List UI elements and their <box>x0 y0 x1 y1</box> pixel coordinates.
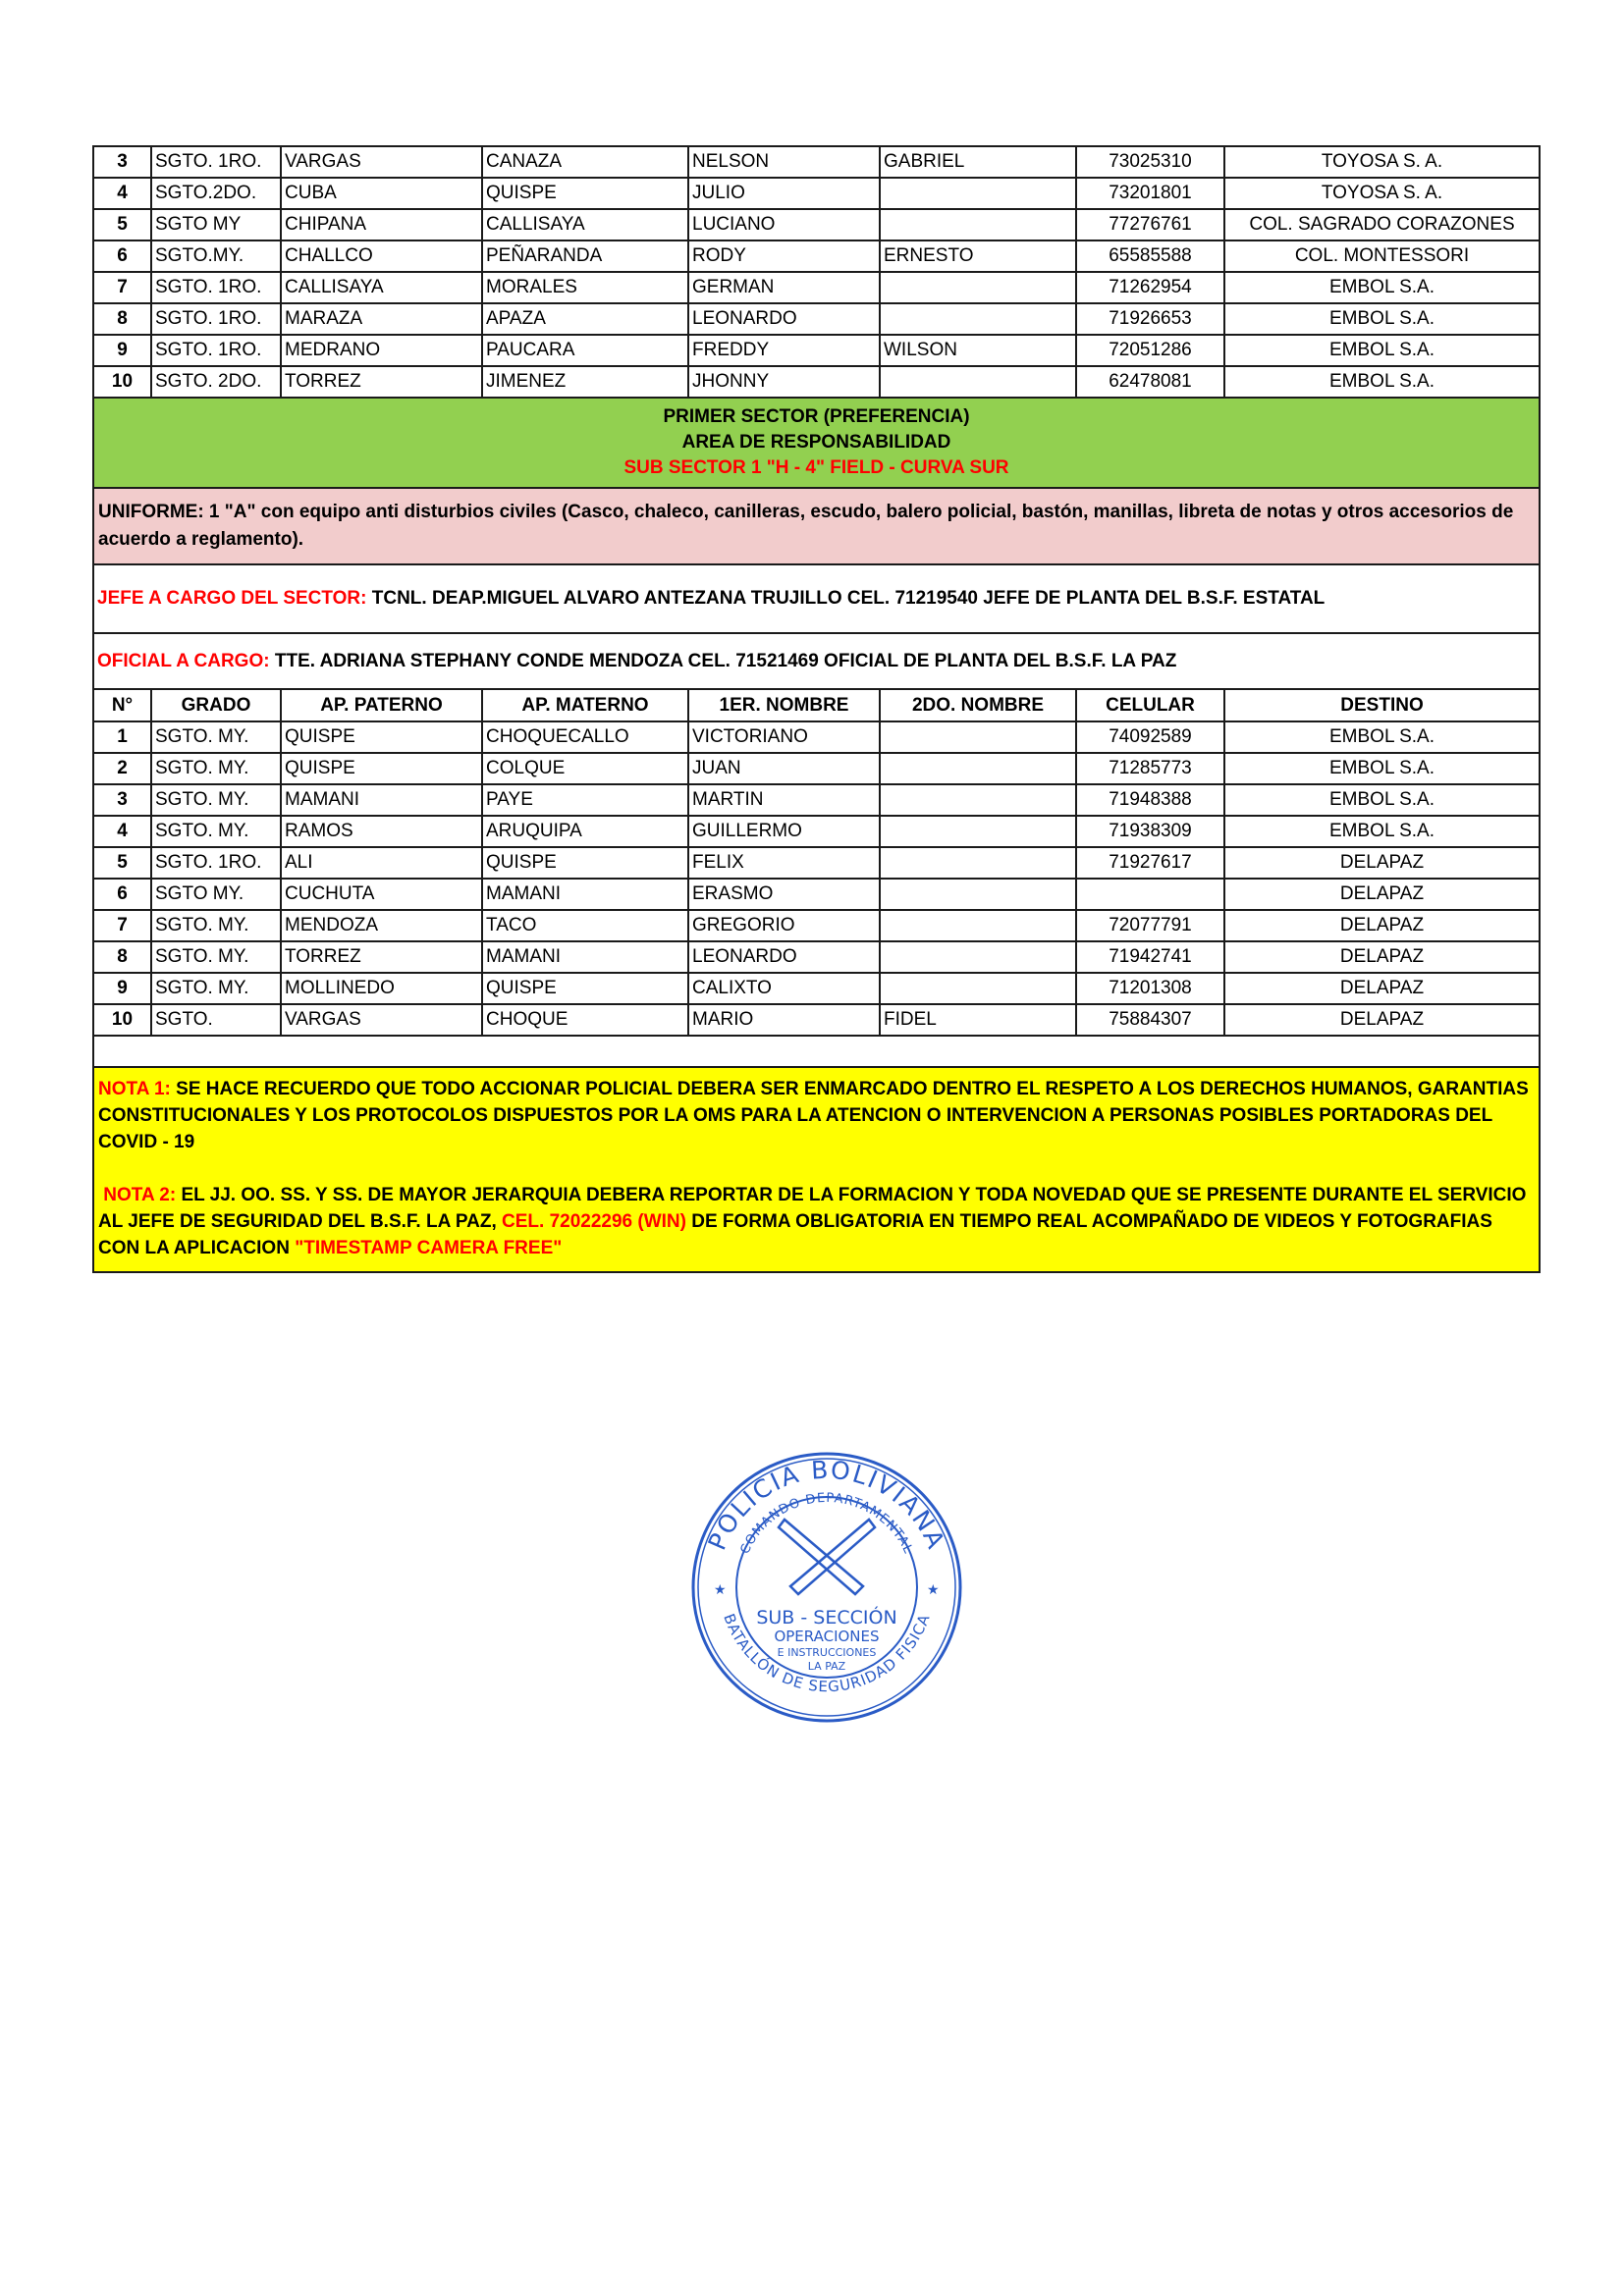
phone-cell: 71938309 <box>1076 816 1224 847</box>
nota-1 <box>98 1076 1535 1155</box>
maternal-surname-cell: QUISPE <box>482 847 688 879</box>
maternal-surname-cell: MAMANI <box>482 879 688 910</box>
grade-cell: SGTO. MY. <box>151 784 281 816</box>
header-row <box>93 689 1540 721</box>
grade-cell: SGTO. MY. <box>151 721 281 753</box>
seal-center-line-2: OPERACIONES <box>774 1628 880 1645</box>
destination-cell: DELAPAZ <box>1224 847 1540 879</box>
table-row <box>93 335 1540 366</box>
second-name-cell <box>880 366 1076 398</box>
first-name-cell: GUILLERMO <box>688 816 880 847</box>
phone-cell: 71201308 <box>1076 973 1224 1004</box>
destination-cell: COL. MONTESSORI <box>1224 240 1540 272</box>
row-number: 1 <box>93 721 151 753</box>
chief-row <box>93 564 1540 633</box>
row-number: 10 <box>93 1004 151 1036</box>
second-name-cell <box>880 753 1076 784</box>
row-number: 2 <box>93 753 151 784</box>
grade-cell: SGTO. MY. <box>151 973 281 1004</box>
row-number: 4 <box>93 178 151 209</box>
grade-cell: SGTO MY. <box>151 879 281 910</box>
table-row <box>93 973 1540 1004</box>
police-seal-stamp <box>690 1451 963 1724</box>
sector-title: PRIMER SECTOR (PREFERENCIA) <box>663 406 970 427</box>
star-icon: ★ <box>927 1582 940 1598</box>
paternal-surname-cell: TORREZ <box>281 941 482 973</box>
grade-cell: SGTO MY <box>151 209 281 240</box>
sector-banner-row <box>93 398 1540 488</box>
grade-cell: SGTO. 1RO. <box>151 146 281 178</box>
header-nombre1: 1ER. NOMBRE <box>688 689 880 721</box>
row-number: 3 <box>93 146 151 178</box>
row-number: 4 <box>93 816 151 847</box>
phone-cell: 71262954 <box>1076 272 1224 303</box>
row-number: 8 <box>93 303 151 335</box>
sector-banner <box>93 398 1540 488</box>
officer-in-charge <box>93 633 1540 689</box>
header-n: N° <box>93 689 151 721</box>
sector-area: AREA DE RESPONSABILIDAD <box>681 432 951 453</box>
table-row <box>93 240 1540 272</box>
row-number: 7 <box>93 272 151 303</box>
blank-cell <box>93 1036 1540 1067</box>
destination-cell: COL. SAGRADO CORAZONES <box>1224 209 1540 240</box>
paternal-surname-cell: VARGAS <box>281 146 482 178</box>
grade-cell: SGTO. 2DO. <box>151 366 281 398</box>
first-name-cell: JHONNY <box>688 366 880 398</box>
phone-cell: 71927617 <box>1076 847 1224 879</box>
phone-cell: 77276761 <box>1076 209 1224 240</box>
destination-cell: DELAPAZ <box>1224 910 1540 941</box>
destination-cell: TOYOSA S. A. <box>1224 146 1540 178</box>
nota-2-text-a: EL JJ. OO. SS. Y SS. DE MAYOR JERARQUIA DEBERA REPORTAR DE LA FORMACION Y TODA NOVEDAD QUE SE PRESENTE DURANTE EL SERVICIO AL JEFE DE SEGURIDAD DEL B.S.F. LA PAZ, <box>98 1185 1527 1232</box>
nota-2-text-b: DE FORMA OBLIGATORIA EN TIEMPO REAL ACOMPAÑADO DE VIDEOS Y FOTOGRAFIAS CON LA APLICACION <box>98 1211 1492 1258</box>
grade-cell: SGTO.MY. <box>151 240 281 272</box>
notes-row <box>93 1067 1540 1272</box>
phone-cell: 75884307 <box>1076 1004 1224 1036</box>
destination-cell: DELAPAZ <box>1224 941 1540 973</box>
first-name-cell: VICTORIANO <box>688 721 880 753</box>
seal-bottom-text: BATALLÓN DE SEGURIDAD FISICA <box>720 1611 934 1696</box>
row-number: 9 <box>93 973 151 1004</box>
second-name-cell <box>880 303 1076 335</box>
first-group-rows <box>93 146 1540 398</box>
second-name-cell <box>880 272 1076 303</box>
maternal-surname-cell: QUISPE <box>482 178 688 209</box>
grade-cell: SGTO. 1RO. <box>151 847 281 879</box>
grade-cell: SGTO. 1RO. <box>151 335 281 366</box>
second-name-cell <box>880 847 1076 879</box>
uniform-label: UNIFORME: <box>98 502 204 522</box>
officer-text: TTE. ADRIANA STEPHANY CONDE MENDOZA CEL. 71521469 OFICIAL DE PLANTA DEL B.S.F. LA PAZ <box>269 650 1177 671</box>
roster-table <box>92 145 1541 1273</box>
first-name-cell: FELIX <box>688 847 880 879</box>
destination-cell: EMBOL S.A. <box>1224 366 1540 398</box>
seal-center-line-1: SUB - SECCIÓN <box>756 1607 897 1629</box>
first-name-cell: MARTIN <box>688 784 880 816</box>
phone-cell <box>1076 879 1224 910</box>
first-name-cell: JUAN <box>688 753 880 784</box>
destination-cell: EMBOL S.A. <box>1224 753 1540 784</box>
header-celular: CELULAR <box>1076 689 1224 721</box>
table-row <box>93 910 1540 941</box>
table-row <box>93 879 1540 910</box>
second-name-cell: GABRIEL <box>880 146 1076 178</box>
second-name-cell <box>880 721 1076 753</box>
header-grado: GRADO <box>151 689 281 721</box>
table-row <box>93 816 1540 847</box>
uniform-text: 1 "A" con equipo anti disturbios civiles (Casco, chaleco, canilleras, escudo, balero policial, bastón, manillas, libreta de notas y otros accesorios de acuerdo a reglamento). <box>98 502 1514 550</box>
row-number: 5 <box>93 209 151 240</box>
second-name-cell: FIDEL <box>880 1004 1076 1036</box>
sub-sector: SUB SECTOR 1 "H - 4" FIELD - CURVA SUR <box>623 457 1009 478</box>
maternal-surname-cell: PEÑARANDA <box>482 240 688 272</box>
phone-cell: 71948388 <box>1076 784 1224 816</box>
paternal-surname-cell: QUISPE <box>281 721 482 753</box>
second-name-cell <box>880 178 1076 209</box>
paternal-surname-cell: VARGAS <box>281 1004 482 1036</box>
nota-2-app: "TIMESTAMP CAMERA FREE" <box>295 1238 563 1258</box>
header-nombre2: 2DO. NOMBRE <box>880 689 1076 721</box>
chief-text: TCNL. DEAP.MIGUEL ALVARO ANTEZANA TRUJILLO CEL. 71219540 JEFE DE PLANTA DEL B.S.F. ESTATAL <box>366 588 1326 609</box>
table-row <box>93 1004 1540 1036</box>
paternal-surname-cell: MARAZA <box>281 303 482 335</box>
maternal-surname-cell: CHOQUECALLO <box>482 721 688 753</box>
nota-2-label: NOTA 2: <box>103 1185 177 1205</box>
maternal-surname-cell: JIMENEZ <box>482 366 688 398</box>
table-row <box>93 178 1540 209</box>
table-row <box>93 847 1540 879</box>
grade-cell: SGTO.2DO. <box>151 178 281 209</box>
first-name-cell: CALIXTO <box>688 973 880 1004</box>
first-name-cell: NELSON <box>688 146 880 178</box>
phone-cell: 74092589 <box>1076 721 1224 753</box>
nota-2-phone: CEL. 72022296 (WIN) <box>502 1211 686 1232</box>
seal-outer-top-text: POLICIA BOLIVIANA <box>702 1455 951 1555</box>
destination-cell: EMBOL S.A. <box>1224 784 1540 816</box>
paternal-surname-cell: ALI <box>281 847 482 879</box>
grade-cell: SGTO. MY. <box>151 941 281 973</box>
paternal-surname-cell: MEDRANO <box>281 335 482 366</box>
phone-cell: 62478081 <box>1076 366 1224 398</box>
second-name-cell: WILSON <box>880 335 1076 366</box>
paternal-surname-cell: QUISPE <box>281 753 482 784</box>
seal-inner-top-text: COMANDO DEPARTAMENTAL <box>737 1490 916 1557</box>
maternal-surname-cell: MORALES <box>482 272 688 303</box>
paternal-surname-cell: CUBA <box>281 178 482 209</box>
table-row <box>93 753 1540 784</box>
first-name-cell: GREGORIO <box>688 910 880 941</box>
second-group-rows <box>93 721 1540 1036</box>
destination-cell: DELAPAZ <box>1224 1004 1540 1036</box>
star-icon: ★ <box>714 1582 727 1598</box>
destination-cell: EMBOL S.A. <box>1224 335 1540 366</box>
phone-cell: 72051286 <box>1076 335 1224 366</box>
row-number: 10 <box>93 366 151 398</box>
uniform-row <box>93 488 1540 564</box>
destination-cell: EMBOL S.A. <box>1224 303 1540 335</box>
notes-box <box>93 1067 1540 1272</box>
first-name-cell: JULIO <box>688 178 880 209</box>
maternal-surname-cell: CANAZA <box>482 146 688 178</box>
grade-cell: SGTO. <box>151 1004 281 1036</box>
first-name-cell: FREDDY <box>688 335 880 366</box>
second-name-cell <box>880 784 1076 816</box>
paternal-surname-cell: CUCHUTA <box>281 879 482 910</box>
paternal-surname-cell: TORREZ <box>281 366 482 398</box>
maternal-surname-cell: APAZA <box>482 303 688 335</box>
destination-cell: EMBOL S.A. <box>1224 816 1540 847</box>
phone-cell: 71926653 <box>1076 303 1224 335</box>
phone-cell: 73025310 <box>1076 146 1224 178</box>
first-name-cell: MARIO <box>688 1004 880 1036</box>
second-name-cell <box>880 816 1076 847</box>
header-destino: DESTINO <box>1224 689 1540 721</box>
chief-label: JEFE A CARGO DEL SECTOR: <box>97 588 367 609</box>
grade-cell: SGTO. MY. <box>151 910 281 941</box>
maternal-surname-cell: QUISPE <box>482 973 688 1004</box>
second-name-cell: ERNESTO <box>880 240 1076 272</box>
row-number: 9 <box>93 335 151 366</box>
row-number: 7 <box>93 910 151 941</box>
nota-1-text: SE HACE RECUERDO QUE TODO ACCIONAR POLICIAL DEBERA SER ENMARCADO DENTRO EL RESPETO A LOS DERECHOS HUMANOS, GARANTIAS CONSTITUCIONALES Y LOS PROTOCOLOS DISPUESTOS POR LA OMS PARA LA ATENCION O INTERVENCION A PERSONAS POSIBLES PORTADORAS DEL COVID - 19 <box>98 1079 1529 1152</box>
grade-cell: SGTO. 1RO. <box>151 272 281 303</box>
uniform-note <box>93 488 1540 564</box>
destination-cell: DELAPAZ <box>1224 973 1540 1004</box>
grade-cell: SGTO. 1RO. <box>151 303 281 335</box>
first-name-cell: GERMAN <box>688 272 880 303</box>
header-materno: AP. MATERNO <box>482 689 688 721</box>
first-name-cell: LEONARDO <box>688 941 880 973</box>
blank-row <box>93 1036 1540 1067</box>
destination-cell: EMBOL S.A. <box>1224 272 1540 303</box>
table-row <box>93 303 1540 335</box>
paternal-surname-cell: RAMOS <box>281 816 482 847</box>
duty-roster-sheet <box>92 145 1539 1273</box>
first-name-cell: LUCIANO <box>688 209 880 240</box>
phone-cell: 72077791 <box>1076 910 1224 941</box>
maternal-surname-cell: PAYE <box>482 784 688 816</box>
officer-label: OFICIAL A CARGO: <box>97 650 270 671</box>
paternal-surname-cell: MENDOZA <box>281 910 482 941</box>
first-name-cell: ERASMO <box>688 879 880 910</box>
paternal-surname-cell: MOLLINEDO <box>281 973 482 1004</box>
grade-cell: SGTO. MY. <box>151 753 281 784</box>
maternal-surname-cell: CHOQUE <box>482 1004 688 1036</box>
row-number: 5 <box>93 847 151 879</box>
maternal-surname-cell: TACO <box>482 910 688 941</box>
second-name-cell <box>880 879 1076 910</box>
table-row <box>93 784 1540 816</box>
first-name-cell: LEONARDO <box>688 303 880 335</box>
maternal-surname-cell: COLQUE <box>482 753 688 784</box>
row-number: 6 <box>93 879 151 910</box>
officer-row <box>93 633 1540 689</box>
phone-cell: 73201801 <box>1076 178 1224 209</box>
second-name-cell <box>880 941 1076 973</box>
paternal-surname-cell: MAMANI <box>281 784 482 816</box>
phone-cell: 71285773 <box>1076 753 1224 784</box>
maternal-surname-cell: ARUQUIPA <box>482 816 688 847</box>
table-row <box>93 366 1540 398</box>
destination-cell: DELAPAZ <box>1224 879 1540 910</box>
grade-cell: SGTO. MY. <box>151 816 281 847</box>
second-name-cell <box>880 209 1076 240</box>
nota-1-label: NOTA 1: <box>98 1079 171 1099</box>
row-number: 3 <box>93 784 151 816</box>
table-row <box>93 941 1540 973</box>
maternal-surname-cell: CALLISAYA <box>482 209 688 240</box>
paternal-surname-cell: CHALLCO <box>281 240 482 272</box>
paternal-surname-cell: CALLISAYA <box>281 272 482 303</box>
paternal-surname-cell: CHIPANA <box>281 209 482 240</box>
first-name-cell: RODY <box>688 240 880 272</box>
nota-2 <box>98 1182 1535 1261</box>
crossed-batons-icon <box>779 1520 875 1594</box>
maternal-surname-cell: PAUCARA <box>482 335 688 366</box>
second-name-cell <box>880 910 1076 941</box>
row-number: 6 <box>93 240 151 272</box>
table-row <box>93 721 1540 753</box>
seal-center-line-3: E INSTRUCCIONES <box>777 1646 877 1659</box>
table-row <box>93 209 1540 240</box>
maternal-surname-cell: MAMANI <box>482 941 688 973</box>
seal-center-line-4: LA PAZ <box>807 1660 846 1673</box>
destination-cell: EMBOL S.A. <box>1224 721 1540 753</box>
row-number: 8 <box>93 941 151 973</box>
second-name-cell <box>880 973 1076 1004</box>
phone-cell: 71942741 <box>1076 941 1224 973</box>
destination-cell: TOYOSA S. A. <box>1224 178 1540 209</box>
header-paterno: AP. PATERNO <box>281 689 482 721</box>
chief-in-charge <box>93 564 1540 633</box>
phone-cell: 65585588 <box>1076 240 1224 272</box>
table-row <box>93 146 1540 178</box>
table-row <box>93 272 1540 303</box>
